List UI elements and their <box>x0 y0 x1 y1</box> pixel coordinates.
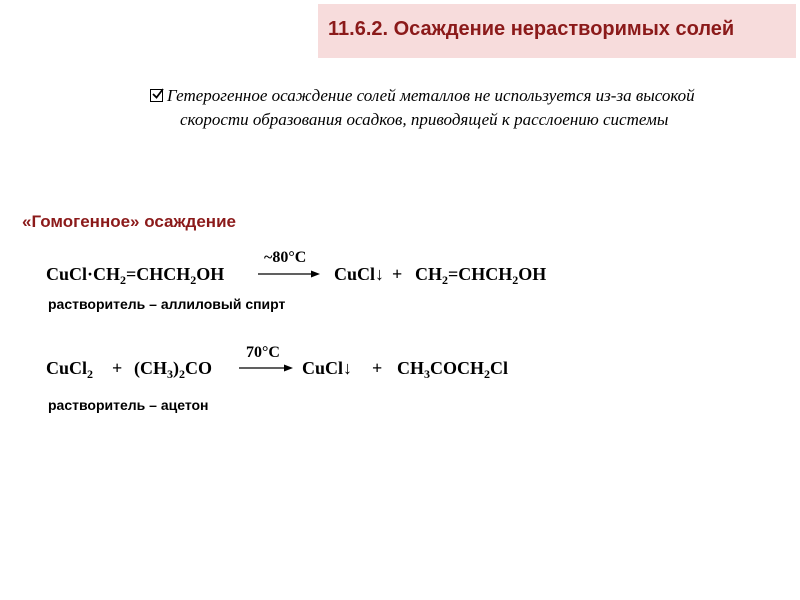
note-line-1: Гетерогенное осаждение солей металлов не используется из-за высокой <box>167 86 695 105</box>
reaction1-solvent: растворитель – аллиловый спирт <box>48 296 286 312</box>
reaction2-plus-2: + <box>372 358 383 378</box>
checkbox-icon <box>150 89 163 102</box>
reaction2-reactant-2: $(CH_3)_2CO$ <box>134 358 212 381</box>
section-title: «Гомогенное» осаждение <box>22 212 236 231</box>
reaction1-plus: + <box>392 264 403 284</box>
page-title: 11.6.2. Осаждение нерастворимых солей <box>328 18 735 40</box>
note-line-2: скорости образования осадков, приводящей к расслоению системы <box>180 110 669 129</box>
reaction2-product-2: $CH_3COCH_2Cl$ <box>397 358 508 381</box>
reaction2-condition: 70°C <box>246 344 280 361</box>
reaction2-plus-1: + <box>112 358 123 378</box>
reaction2-reactant-1: CuCl$_2$ <box>46 358 94 381</box>
reaction1-reactant: $CuCl\cdot CH_2=CHCH_2OH$ <box>46 264 225 287</box>
reaction2-arrow <box>237 363 295 373</box>
reaction1-product-2: $CH_2=CHCH_2OH$ <box>415 264 547 287</box>
reaction1-arrow <box>256 269 322 279</box>
reaction2-product-1: CuCl↓ <box>302 358 353 378</box>
reaction2-solvent: растворитель – ацетон <box>48 397 209 413</box>
note-paragraph <box>150 84 695 132</box>
reaction1-product-1: CuCl↓ <box>334 264 385 284</box>
reaction1-condition: ~80°C <box>264 249 307 266</box>
